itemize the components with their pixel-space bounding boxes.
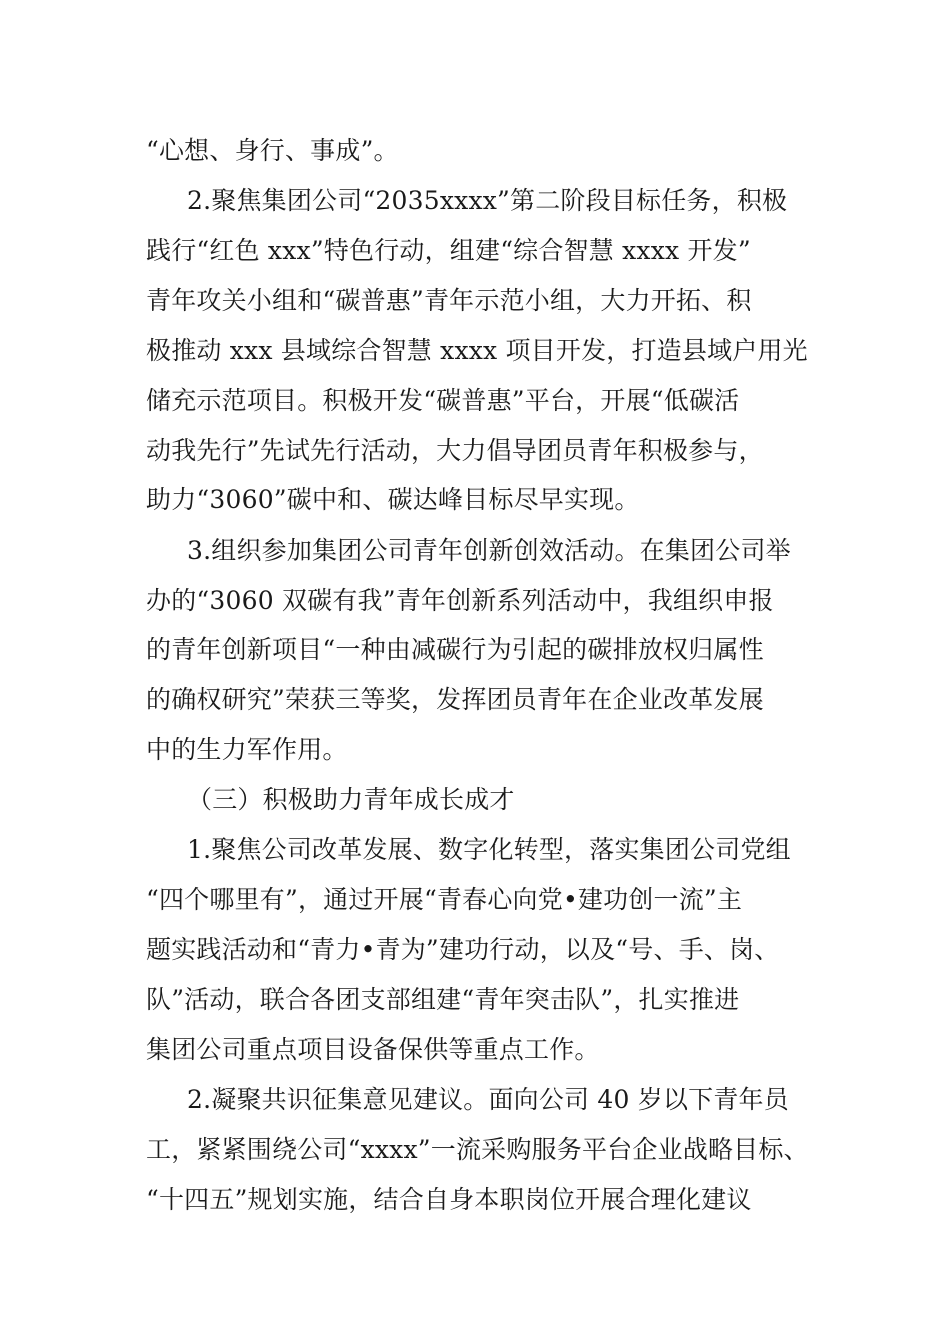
- paragraph-line: 题实践活动和“青力•青为”建功行动，以及“号、手、岗、: [146, 935, 780, 964]
- paragraph-line: 3.组织参加集团公司青年创新创效活动。在集团公司举: [187, 536, 791, 565]
- paragraph-line: “十四五”规划实施，结合自身本职岗位开展合理化建议: [146, 1185, 752, 1214]
- paragraph-line: “心想、身行、事成”。: [146, 136, 399, 165]
- paragraph-line: 青年攻关小组和“碳普惠”青年示范小组，大力开拓、积: [146, 286, 752, 315]
- paragraph-line: 1.聚焦公司改革发展、数字化转型，落实集团公司党组: [187, 835, 791, 864]
- paragraph-line: 储充示范项目。积极开发“碳普惠”平台，开展“低碳活: [146, 386, 740, 415]
- paragraph-line: 的青年创新项目“一种由减碳行为引起的碳排放权归属性: [146, 635, 764, 664]
- paragraph-line: “四个哪里有”，通过开展“青春心向党•建功创一流”主: [146, 885, 743, 914]
- paragraph-line: 办的“3060 双碳有我”青年创新系列活动中，我组织申报: [146, 586, 774, 615]
- paragraph-line: 队”活动，联合各团支部组建“青年突击队”，扎实推进: [146, 985, 740, 1014]
- paragraph-line: 集团公司重点项目设备保供等重点工作。: [146, 1035, 600, 1064]
- paragraph-line: 工，紧紧围绕公司“xxxx”一流采购服务平台企业战略目标、: [146, 1135, 809, 1164]
- paragraph-line: 中的生力军作用。: [146, 735, 348, 764]
- paragraph-line: 助力“3060”碳中和、碳达峰目标尽早实现。: [146, 485, 640, 514]
- paragraph-line: 极推动 xxx 县域综合智慧 xxxx 项目开发，打造县域户用光: [146, 336, 808, 365]
- paragraph-line: 2.凝聚共识征集意见建议。面向公司 40 岁以下青年员: [187, 1085, 789, 1114]
- paragraph-line: 践行“红色 xxx”特色行动，组建“综合智慧 xxxx 开发”: [146, 236, 751, 265]
- paragraph-line: 动我先行”先试先行活动，大力倡导团员青年积极参与，: [146, 436, 764, 465]
- paragraph-line: 2.聚焦集团公司“2035xxxx”第二阶段目标任务，积极: [187, 186, 788, 215]
- paragraph-line: 的确权研究”荣获三等奖，发挥团员青年在企业改革发展: [146, 685, 764, 714]
- section-heading: （三）积极助力青年成长成才: [187, 785, 515, 814]
